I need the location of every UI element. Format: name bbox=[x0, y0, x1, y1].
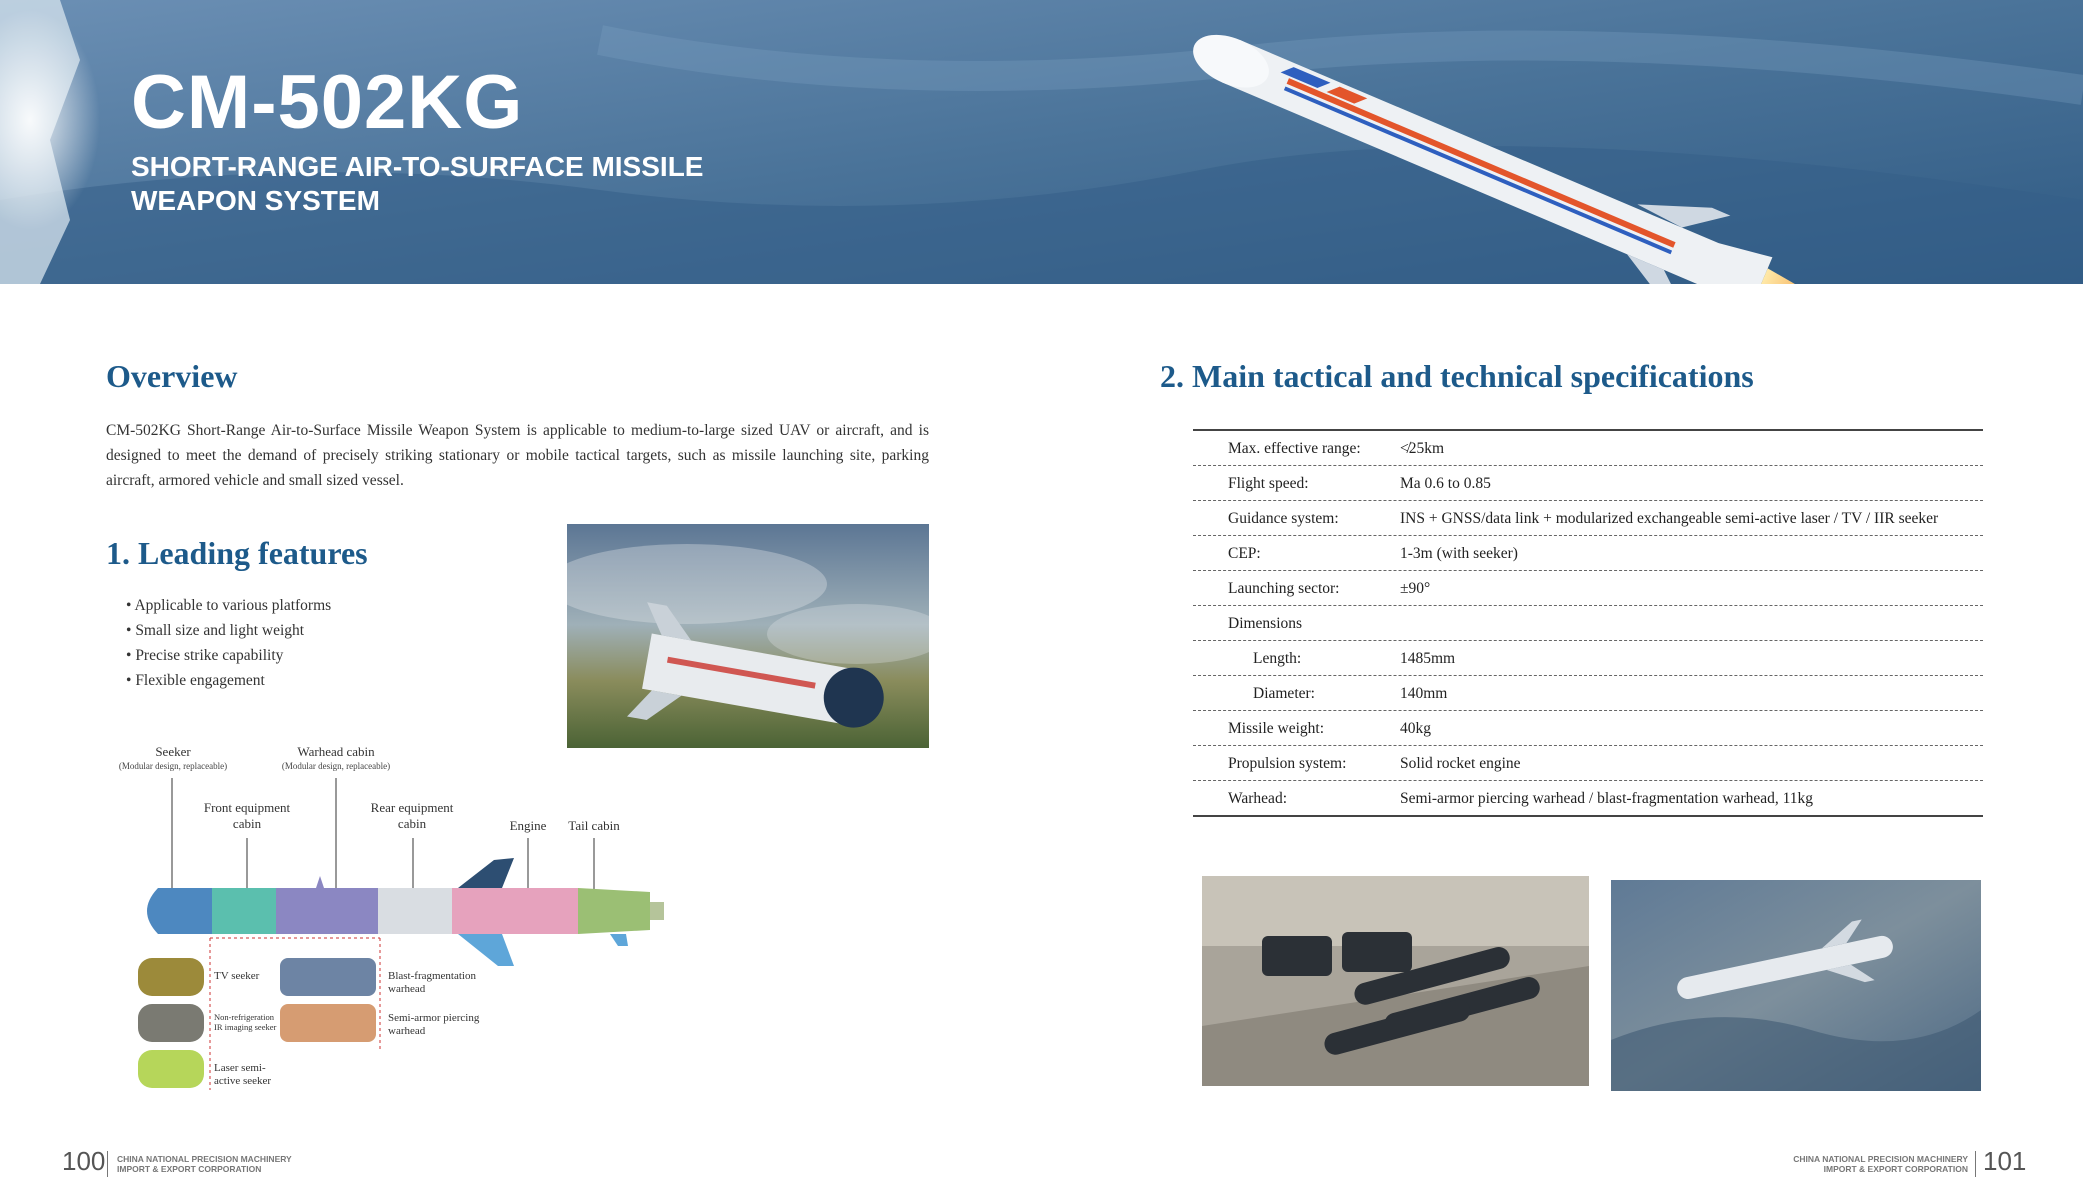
spec-label: Dimensions bbox=[1228, 615, 1303, 632]
table-row bbox=[1193, 676, 1983, 711]
aerial-missile-photo bbox=[1611, 880, 1981, 1091]
table-row bbox=[1193, 641, 1983, 676]
corp-line-1: CHINA NATIONAL PRECISION MACHINERY bbox=[1793, 1154, 1968, 1164]
spec-label: Length: bbox=[1253, 650, 1302, 667]
blast-line-2: warhead bbox=[388, 983, 426, 995]
feature-item: • Small size and light weight bbox=[126, 618, 331, 643]
right-footer-corporation bbox=[1790, 1154, 1968, 1174]
spec-value: 40kg bbox=[1400, 720, 1431, 737]
spec-label: Warhead: bbox=[1228, 790, 1287, 807]
seeker-note: (Modular design, replaceable) bbox=[118, 761, 228, 771]
table-row bbox=[1193, 431, 1983, 466]
corp-line-2: IMPORT & EXPORT CORPORATION bbox=[117, 1164, 262, 1174]
tv-seeker-label: TV seeker bbox=[214, 970, 260, 982]
rear-equipment-label bbox=[364, 800, 460, 832]
specs-table bbox=[1193, 429, 1983, 817]
table-row bbox=[1193, 711, 1983, 746]
overview-text: CM-502KG Short-Range Air-to-Surface Missile Weapon System is applicable to medium-to-large sized UAV or aircraft, and is designed to meet the demand of precisely striking stationary or mobile tactical targets, such as missile launching site, parking aircraft, armored vehicle and small sized vessel. bbox=[106, 422, 929, 489]
subtitle-line-1: SHORT-RANGE AIR-TO-SURFACE MISSILE bbox=[131, 151, 704, 182]
spec-value: 1485mm bbox=[1400, 650, 1456, 667]
front-equipment-label bbox=[200, 800, 294, 832]
spec-label: Diameter: bbox=[1253, 685, 1315, 702]
table-row bbox=[1193, 536, 1983, 571]
spec-value: INS + GNSS/data link + modularized exchangeable semi-active laser / TV / IIR seeker bbox=[1400, 510, 1939, 527]
feature-item: • Precise strike capability bbox=[126, 643, 331, 668]
subtitle-line-2: WEAPON SYSTEM bbox=[131, 185, 380, 216]
spec-value: ±90° bbox=[1400, 580, 1431, 597]
blast-line-1: Blast-fragmentation bbox=[388, 970, 476, 982]
engine-label: Engine bbox=[509, 818, 547, 833]
spec-label: Propulsion system: bbox=[1228, 755, 1347, 772]
laser-seeker-label bbox=[214, 1062, 271, 1088]
warhead-cabin-label: Warhead cabin bbox=[297, 744, 375, 759]
ir-seeker-line-2: IR imaging seeker bbox=[214, 1022, 277, 1032]
table-row bbox=[1193, 571, 1983, 606]
features-list bbox=[126, 593, 331, 693]
missile-cutaway-illustration bbox=[118, 738, 678, 1098]
spec-value: 140mm bbox=[1400, 685, 1448, 702]
left-page-number: 100 bbox=[62, 1146, 106, 1176]
spec-label: Missile weight: bbox=[1228, 720, 1325, 737]
missile-closeup-photo bbox=[567, 524, 929, 748]
page-title: CM-502KG bbox=[131, 60, 524, 145]
front-equipment-line-1: Front equipment bbox=[203, 800, 291, 815]
overview-heading: Overview bbox=[106, 358, 238, 394]
rear-equipment-line-1: Rear equipment bbox=[370, 800, 454, 815]
spec-value: ≮25km bbox=[1400, 440, 1445, 457]
spec-label: Guidance system: bbox=[1228, 510, 1339, 527]
warhead-note: (Modular design, replaceable) bbox=[281, 761, 391, 771]
spec-label: Flight speed: bbox=[1228, 475, 1309, 492]
left-footer-divider bbox=[107, 1151, 108, 1177]
table-row bbox=[1193, 746, 1983, 781]
right-page-number: 101 bbox=[1983, 1146, 2027, 1176]
table-row bbox=[1193, 781, 1983, 815]
right-footer-divider bbox=[1975, 1151, 1976, 1177]
laser-seeker-line-1: Laser semi- bbox=[214, 1062, 266, 1074]
table-row bbox=[1193, 466, 1983, 501]
launcher-photo bbox=[1202, 876, 1589, 1086]
spec-label: CEP: bbox=[1228, 545, 1261, 562]
features-heading: 1. Leading features bbox=[106, 535, 368, 571]
spec-label: Launching sector: bbox=[1228, 580, 1340, 597]
page-subtitle bbox=[131, 150, 771, 218]
spec-value: 1-3m (with seeker) bbox=[1400, 545, 1518, 562]
left-footer-corporation bbox=[117, 1154, 292, 1174]
blast-warhead-label bbox=[388, 970, 476, 996]
front-equipment-line-2: cabin bbox=[232, 816, 262, 831]
feature-item: • Flexible engagement bbox=[126, 668, 331, 693]
tail-cabin-label: Tail cabin bbox=[568, 818, 620, 833]
spec-value: Semi-armor piercing warhead / blast-fragmentation warhead, 11kg bbox=[1400, 790, 1814, 807]
semi-line-2: warhead bbox=[388, 1025, 426, 1037]
seeker-label: Seeker bbox=[155, 744, 191, 759]
feature-item: • Applicable to various platforms bbox=[126, 593, 331, 618]
laser-seeker-line-2: active seeker bbox=[214, 1075, 272, 1087]
semi-line-1: Semi-armor piercing bbox=[388, 1012, 480, 1024]
missile-structure-diagram bbox=[118, 738, 678, 1098]
spec-label: Max. effective range: bbox=[1228, 440, 1361, 457]
header-banner bbox=[0, 0, 2083, 284]
semi-armor-warhead-label bbox=[388, 1012, 479, 1038]
corp-line-2: IMPORT & EXPORT CORPORATION bbox=[1823, 1164, 1968, 1174]
ir-seeker-line-1: Non-refrigeration bbox=[214, 1012, 274, 1022]
ir-seeker-label bbox=[214, 1012, 276, 1032]
table-row bbox=[1193, 501, 1983, 536]
spec-value: Solid rocket engine bbox=[1400, 755, 1521, 772]
corp-line-1: CHINA NATIONAL PRECISION MACHINERY bbox=[117, 1154, 292, 1164]
table-row bbox=[1193, 606, 1983, 641]
spec-value: Ma 0.6 to 0.85 bbox=[1400, 475, 1491, 492]
rear-equipment-line-2: cabin bbox=[397, 816, 427, 831]
specs-heading: 2. Main tactical and technical specifications bbox=[1160, 358, 1754, 394]
